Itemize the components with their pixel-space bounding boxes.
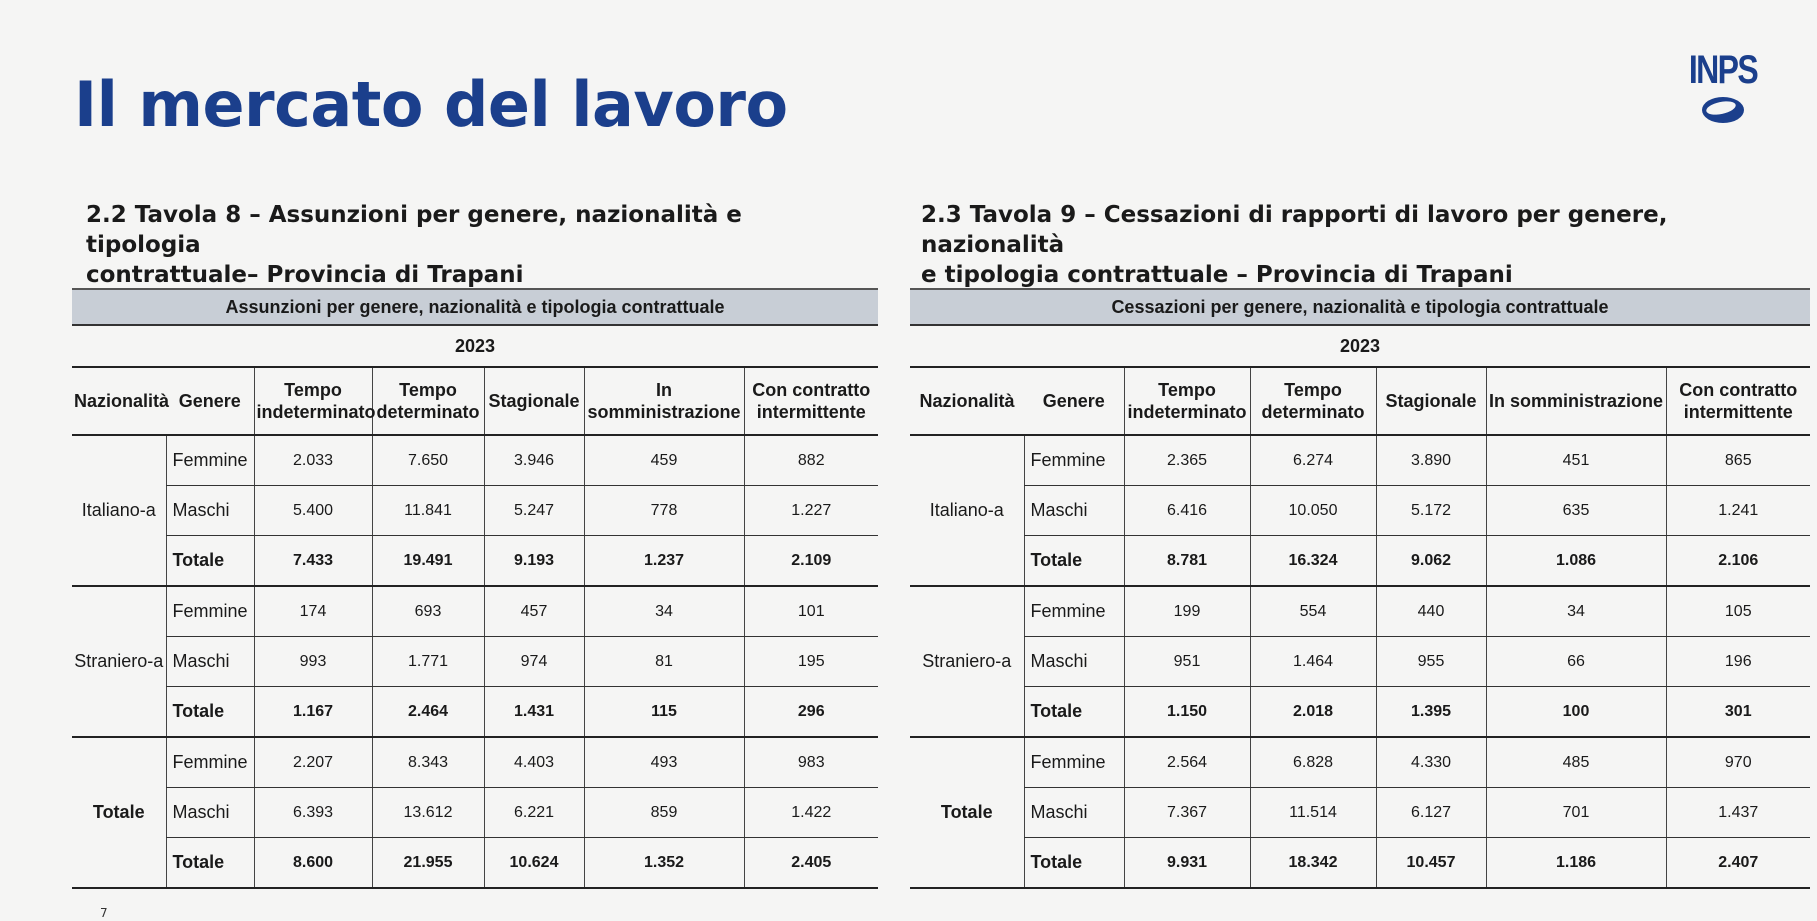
value-cell: 701 bbox=[1486, 788, 1666, 838]
value-cell: 951 bbox=[1124, 637, 1250, 687]
table-row bbox=[910, 687, 1810, 738]
value-cell: 10.050 bbox=[1250, 486, 1376, 536]
value-cell: 9.193 bbox=[484, 536, 584, 587]
gender-cell: Femmine bbox=[166, 586, 254, 637]
column-header: Tempo determinato bbox=[1250, 367, 1376, 435]
gender-cell: Maschi bbox=[166, 637, 254, 687]
gender-cell: Totale bbox=[1024, 536, 1124, 587]
caption-line: contrattuale– Provincia di Trapani bbox=[86, 262, 524, 288]
value-cell: 693 bbox=[372, 586, 484, 637]
column-header: Tempo determinato bbox=[372, 367, 484, 435]
data-table bbox=[72, 366, 878, 889]
gender-cell: Totale bbox=[1024, 838, 1124, 889]
value-cell: 1.431 bbox=[484, 687, 584, 738]
value-cell: 2.365 bbox=[1124, 435, 1250, 486]
value-cell: 101 bbox=[744, 586, 878, 637]
value-cell: 882 bbox=[744, 435, 878, 486]
value-cell: 11.514 bbox=[1250, 788, 1376, 838]
value-cell: 1.186 bbox=[1486, 838, 1666, 889]
table-row bbox=[72, 536, 878, 587]
assunzioni-table bbox=[72, 288, 878, 889]
caption-tavola-9 bbox=[921, 200, 1781, 290]
value-cell: 10.624 bbox=[484, 838, 584, 889]
gender-cell: Femmine bbox=[1024, 435, 1124, 486]
data-table bbox=[910, 366, 1810, 889]
gender-cell: Totale bbox=[1024, 687, 1124, 738]
value-cell: 18.342 bbox=[1250, 838, 1376, 889]
value-cell: 301 bbox=[1666, 687, 1810, 738]
column-header: Stagionale bbox=[484, 367, 584, 435]
value-cell: 9.931 bbox=[1124, 838, 1250, 889]
value-cell: 174 bbox=[254, 586, 372, 637]
column-header: Tempo indeterminato bbox=[1124, 367, 1250, 435]
value-cell: 6.393 bbox=[254, 788, 372, 838]
column-header: Con contratto intermittente bbox=[1666, 367, 1810, 435]
value-cell: 100 bbox=[1486, 687, 1666, 738]
value-cell: 2.106 bbox=[1666, 536, 1810, 587]
value-cell: 955 bbox=[1376, 637, 1486, 687]
column-header: In somministrazione bbox=[584, 367, 744, 435]
value-cell: 6.274 bbox=[1250, 435, 1376, 486]
value-cell: 1.395 bbox=[1376, 687, 1486, 738]
value-cell: 1.464 bbox=[1250, 637, 1376, 687]
value-cell: 485 bbox=[1486, 737, 1666, 788]
logo-ellipse-icon bbox=[1700, 94, 1746, 126]
value-cell: 970 bbox=[1666, 737, 1810, 788]
value-cell: 993 bbox=[254, 637, 372, 687]
page-title: Il mercato del lavoro bbox=[74, 68, 788, 141]
gender-cell: Maschi bbox=[1024, 788, 1124, 838]
table-row bbox=[910, 737, 1810, 788]
value-cell: 3.890 bbox=[1376, 435, 1486, 486]
value-cell: 1.237 bbox=[584, 536, 744, 587]
value-cell: 2.109 bbox=[744, 536, 878, 587]
caption-line: e tipologia contrattuale – Provincia di Trapani bbox=[921, 262, 1513, 288]
table-banner: Assunzioni per genere, nazionalità e tipologia contrattuale bbox=[72, 288, 878, 326]
value-cell: 4.403 bbox=[484, 737, 584, 788]
nationality-cell: Italiano-a bbox=[910, 435, 1024, 586]
table-row bbox=[72, 737, 878, 788]
value-cell: 635 bbox=[1486, 486, 1666, 536]
table-row bbox=[72, 838, 878, 889]
table-row bbox=[72, 637, 878, 687]
value-cell: 115 bbox=[584, 687, 744, 738]
table-row bbox=[72, 586, 878, 637]
nationality-cell: Straniero-a bbox=[72, 586, 166, 737]
value-cell: 6.221 bbox=[484, 788, 584, 838]
value-cell: 493 bbox=[584, 737, 744, 788]
nationality-cell: Italiano-a bbox=[72, 435, 166, 586]
table-row bbox=[910, 586, 1810, 637]
nationality-cell: Straniero-a bbox=[910, 586, 1024, 737]
column-header: In somministrazione bbox=[1486, 367, 1666, 435]
value-cell: 6.127 bbox=[1376, 788, 1486, 838]
value-cell: 554 bbox=[1250, 586, 1376, 637]
value-cell: 3.946 bbox=[484, 435, 584, 486]
gender-cell: Maschi bbox=[1024, 637, 1124, 687]
gender-cell: Femmine bbox=[1024, 586, 1124, 637]
value-cell: 19.491 bbox=[372, 536, 484, 587]
value-cell: 2.033 bbox=[254, 435, 372, 486]
value-cell: 440 bbox=[1376, 586, 1486, 637]
column-header: Genere bbox=[166, 367, 254, 435]
table-row bbox=[72, 435, 878, 486]
value-cell: 7.433 bbox=[254, 536, 372, 587]
value-cell: 10.457 bbox=[1376, 838, 1486, 889]
value-cell: 6.416 bbox=[1124, 486, 1250, 536]
page-number: 7 bbox=[100, 906, 108, 920]
value-cell: 8.343 bbox=[372, 737, 484, 788]
value-cell: 11.841 bbox=[372, 486, 484, 536]
gender-cell: Totale bbox=[166, 838, 254, 889]
value-cell: 81 bbox=[584, 637, 744, 687]
value-cell: 1.771 bbox=[372, 637, 484, 687]
value-cell: 974 bbox=[484, 637, 584, 687]
table-row bbox=[910, 486, 1810, 536]
gender-cell: Maschi bbox=[1024, 486, 1124, 536]
gender-cell: Maschi bbox=[166, 788, 254, 838]
value-cell: 7.650 bbox=[372, 435, 484, 486]
table-banner: Cessazioni per genere, nazionalità e tipologia contrattuale bbox=[910, 288, 1810, 326]
value-cell: 778 bbox=[584, 486, 744, 536]
gender-cell: Femmine bbox=[166, 435, 254, 486]
column-header: Con contratto intermittente bbox=[744, 367, 878, 435]
value-cell: 1.352 bbox=[584, 838, 744, 889]
value-cell: 195 bbox=[744, 637, 878, 687]
value-cell: 4.330 bbox=[1376, 737, 1486, 788]
table-row bbox=[72, 788, 878, 838]
caption-tavola-8 bbox=[86, 200, 846, 290]
value-cell: 7.367 bbox=[1124, 788, 1250, 838]
value-cell: 2.564 bbox=[1124, 737, 1250, 788]
value-cell: 34 bbox=[1486, 586, 1666, 637]
column-header: Tempo indeterminato bbox=[254, 367, 372, 435]
value-cell: 296 bbox=[744, 687, 878, 738]
value-cell: 13.612 bbox=[372, 788, 484, 838]
table-row bbox=[910, 637, 1810, 687]
value-cell: 8.600 bbox=[254, 838, 372, 889]
gender-cell: Femmine bbox=[166, 737, 254, 788]
table-row bbox=[910, 838, 1810, 889]
value-cell: 9.062 bbox=[1376, 536, 1486, 587]
value-cell: 1.150 bbox=[1124, 687, 1250, 738]
value-cell: 2.207 bbox=[254, 737, 372, 788]
value-cell: 2.464 bbox=[372, 687, 484, 738]
inps-logo bbox=[1680, 50, 1766, 130]
value-cell: 5.400 bbox=[254, 486, 372, 536]
value-cell: 196 bbox=[1666, 637, 1810, 687]
value-cell: 66 bbox=[1486, 637, 1666, 687]
value-cell: 21.955 bbox=[372, 838, 484, 889]
value-cell: 457 bbox=[484, 586, 584, 637]
value-cell: 105 bbox=[1666, 586, 1810, 637]
table-row bbox=[910, 788, 1810, 838]
value-cell: 1.241 bbox=[1666, 486, 1810, 536]
value-cell: 451 bbox=[1486, 435, 1666, 486]
caption-line: 2.3 Tavola 9 – Cessazioni di rapporti di lavoro per genere, nazionalità bbox=[921, 202, 1668, 258]
value-cell: 34 bbox=[584, 586, 744, 637]
table-row bbox=[910, 536, 1810, 587]
table-row bbox=[72, 687, 878, 738]
gender-cell: Totale bbox=[166, 687, 254, 738]
gender-cell: Femmine bbox=[1024, 737, 1124, 788]
value-cell: 8.781 bbox=[1124, 536, 1250, 587]
table-row bbox=[910, 435, 1810, 486]
value-cell: 2.405 bbox=[744, 838, 878, 889]
column-header: Nazionalità bbox=[910, 367, 1024, 435]
nationality-cell: Totale bbox=[910, 737, 1024, 888]
table-year: 2023 bbox=[1339, 336, 1381, 356]
value-cell: 5.172 bbox=[1376, 486, 1486, 536]
value-cell: 1.227 bbox=[744, 486, 878, 536]
value-cell: 199 bbox=[1124, 586, 1250, 637]
nationality-cell: Totale bbox=[72, 737, 166, 888]
value-cell: 983 bbox=[744, 737, 878, 788]
value-cell: 1.167 bbox=[254, 687, 372, 738]
value-cell: 2.018 bbox=[1250, 687, 1376, 738]
logo-text: INPS bbox=[1688, 48, 1758, 92]
cessazioni-table bbox=[910, 288, 1810, 889]
gender-cell: Totale bbox=[166, 536, 254, 587]
value-cell: 2.407 bbox=[1666, 838, 1810, 889]
value-cell: 5.247 bbox=[484, 486, 584, 536]
value-cell: 459 bbox=[584, 435, 744, 486]
gender-cell: Maschi bbox=[166, 486, 254, 536]
column-header: Stagionale bbox=[1376, 367, 1486, 435]
value-cell: 865 bbox=[1666, 435, 1810, 486]
table-year: 2023 bbox=[454, 336, 496, 356]
value-cell: 6.828 bbox=[1250, 737, 1376, 788]
value-cell: 1.422 bbox=[744, 788, 878, 838]
value-cell: 1.437 bbox=[1666, 788, 1810, 838]
table-row bbox=[72, 486, 878, 536]
caption-line: 2.2 Tavola 8 – Assunzioni per genere, nazionalità e tipologia bbox=[86, 202, 742, 258]
value-cell: 1.086 bbox=[1486, 536, 1666, 587]
column-header: Genere bbox=[1024, 367, 1124, 435]
value-cell: 859 bbox=[584, 788, 744, 838]
column-header: Nazionalità bbox=[72, 367, 166, 435]
value-cell: 16.324 bbox=[1250, 536, 1376, 587]
